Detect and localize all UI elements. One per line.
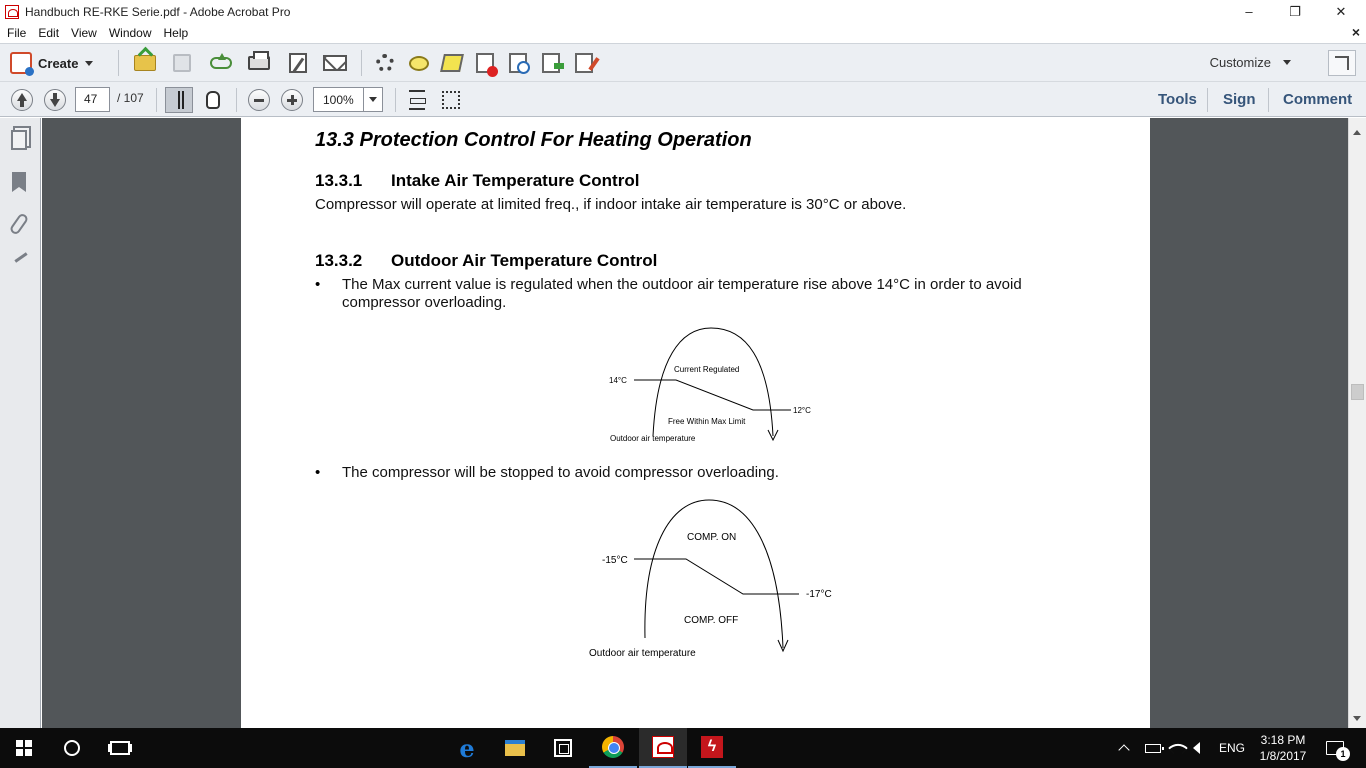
cortana-circle-icon — [64, 740, 80, 756]
hand-tool-button[interactable] — [200, 87, 226, 113]
navigation-panel — [0, 118, 41, 728]
chevron-up-icon — [1118, 744, 1129, 755]
sign-document-button[interactable] — [572, 52, 596, 74]
attachments-icon[interactable] — [9, 212, 30, 236]
text-cursor-icon — [178, 91, 180, 109]
diagram1-axis-label: Outdoor air temperature — [610, 434, 696, 443]
save-icon — [173, 54, 191, 72]
edge-browser-icon: e — [459, 733, 475, 763]
battery-status[interactable] — [1145, 728, 1161, 768]
page-total: / 107 — [117, 91, 144, 105]
subsection-title: Outdoor Air Temperature Control — [391, 251, 658, 270]
clock-date: 1/8/2017 — [1259, 749, 1307, 763]
menu-help[interactable]: Help — [163, 26, 189, 40]
menu-bar — [0, 23, 1366, 43]
bullet-symbol: • — [315, 276, 321, 293]
notification-icon — [1326, 741, 1346, 759]
diagram2-lower-label: -17°C — [806, 589, 832, 600]
chevron-down-icon — [369, 97, 377, 102]
toolbar-divider — [156, 88, 157, 112]
subsection-number: 13.3.1 — [315, 171, 363, 190]
hand-icon — [206, 91, 220, 109]
bullet-symbol: • — [315, 464, 321, 481]
acrobat-icon — [652, 736, 674, 758]
zoom-level-select[interactable] — [313, 87, 383, 112]
page-number-input[interactable]: 47 — [75, 87, 110, 112]
flash-bolt-icon: ϟ — [701, 736, 723, 758]
taskbar-chrome[interactable] — [589, 728, 637, 768]
print-button[interactable] — [247, 52, 271, 74]
search-document-icon — [509, 53, 527, 73]
create-button[interactable] — [10, 50, 93, 76]
close-document-button[interactable]: × — [1351, 24, 1360, 40]
file-explorer-icon — [505, 740, 525, 756]
diagram1-svg — [601, 318, 831, 448]
navigation-toolbar — [0, 81, 1366, 117]
maximize-button[interactable]: ❐ — [1289, 3, 1301, 19]
subsection-heading-intake — [315, 171, 639, 191]
taskbar-store[interactable] — [539, 728, 587, 768]
cortana-button[interactable] — [48, 728, 96, 768]
zoom-out-button[interactable] — [247, 88, 271, 112]
system-clock[interactable] — [1253, 728, 1313, 768]
subsection-title: Intake Air Temperature Control — [391, 171, 640, 190]
edit-button[interactable] — [286, 52, 310, 74]
fit-width-button[interactable] — [439, 88, 463, 112]
find-button[interactable] — [506, 52, 530, 74]
chrome-icon — [602, 736, 624, 758]
next-page-button[interactable] — [43, 88, 67, 112]
select-tool-button[interactable] — [165, 87, 193, 113]
diagram1-upper-label: 14°C — [609, 376, 627, 385]
volume-control[interactable] — [1193, 728, 1200, 768]
diagram2-upper-label: -15°C — [602, 555, 628, 566]
settings-button[interactable] — [373, 52, 397, 74]
bullet2-text: The compressor will be stopped to avoid compressor overloading. — [342, 464, 779, 481]
zoom-value: 100% — [323, 93, 354, 107]
toolbar-divider — [1207, 88, 1208, 112]
pdf-page — [241, 118, 1150, 728]
arrow-down-icon — [44, 89, 66, 111]
fit-width-icon — [442, 91, 460, 109]
diagram2-region-bottom: COMP. OFF — [684, 615, 739, 626]
export-button[interactable] — [539, 52, 563, 74]
network-status[interactable] — [1171, 728, 1185, 768]
menu-window[interactable]: Window — [108, 26, 152, 40]
edit-document-icon — [289, 53, 307, 73]
subsection-heading-outdoor — [315, 251, 657, 271]
diagram1-region-bottom: Free Within Max Limit — [668, 417, 746, 426]
fit-page-icon — [409, 90, 425, 110]
zoom-dropdown[interactable] — [363, 88, 382, 111]
clock-time: 3:18 PM — [1260, 733, 1306, 747]
acrobat-app-icon — [5, 5, 19, 19]
email-icon — [323, 55, 347, 71]
plus-icon — [281, 89, 303, 111]
expand-icon — [1335, 56, 1349, 70]
sign-document-icon — [575, 53, 593, 73]
close-button[interactable]: ✕ — [1335, 3, 1347, 19]
diagram2-axis-label: Outdoor air temperature — [589, 648, 696, 659]
create-pdf-icon — [10, 52, 32, 74]
highlight-button[interactable] — [440, 52, 464, 74]
taskbar-acrobat[interactable] — [639, 728, 687, 768]
start-button[interactable] — [0, 728, 48, 768]
windows-logo-icon — [16, 740, 32, 756]
scroll-thumb[interactable] — [1351, 384, 1364, 400]
show-hidden-icons[interactable] — [1120, 728, 1128, 768]
chevron-down-icon — [85, 61, 93, 66]
battery-icon — [1145, 744, 1161, 753]
notification-count: 1 — [1336, 747, 1350, 761]
menu-file[interactable]: File — [7, 26, 27, 40]
full-screen-button[interactable] — [1328, 50, 1356, 76]
toolbar-divider — [361, 50, 362, 76]
task-view-icon — [110, 741, 130, 755]
toolbar-divider — [395, 88, 396, 112]
taskbar-flash[interactable] — [688, 728, 736, 768]
comment-button[interactable] — [407, 52, 431, 74]
fit-page-button[interactable] — [405, 88, 429, 112]
toolbar-divider — [1268, 88, 1269, 112]
document-viewport[interactable] — [42, 118, 1348, 728]
create-label: Create — [38, 55, 79, 71]
open-folder-icon — [134, 55, 156, 71]
subsection-number: 13.3.2 — [315, 251, 363, 270]
highlight-text-icon — [440, 54, 464, 72]
taskbar-file-explorer[interactable] — [491, 728, 539, 768]
window-title: Handbuch RE-RKE Serie.pdf - Adobe Acrobat Pro — [25, 4, 291, 19]
menu-edit[interactable]: Edit — [38, 26, 60, 40]
customize-dropdown[interactable] — [1210, 55, 1291, 70]
windows-taskbar — [0, 728, 1366, 768]
print-icon — [248, 56, 270, 70]
tools-pane-link[interactable]: Tools — [1158, 91, 1197, 108]
upload-cloud-icon — [210, 57, 232, 69]
bullet1-line1: The Max current value is regulated when the outdoor air temperature rise above 14°C in order to avoid — [342, 276, 1022, 293]
delete-document-icon — [476, 53, 494, 73]
zoom-in-button[interactable] — [280, 88, 304, 112]
settings-gear-icon — [376, 54, 394, 72]
comment-bubble-icon — [409, 56, 429, 71]
minimize-button[interactable]: – — [1245, 4, 1253, 19]
compressor-stop-diagram — [581, 490, 841, 660]
scroll-down-icon[interactable] — [1353, 716, 1361, 721]
menu-view[interactable]: View — [71, 26, 97, 40]
arrow-up-icon — [11, 89, 33, 111]
diagram1-region-top: Current Regulated — [674, 365, 740, 374]
section-heading: 13.3 Protection Control For Heating Operation — [315, 129, 752, 151]
delete-pages-button[interactable] — [473, 52, 497, 74]
task-view-button[interactable] — [96, 728, 144, 768]
previous-page-button[interactable] — [10, 88, 34, 112]
vertical-scrollbar[interactable] — [1348, 118, 1366, 728]
scroll-up-icon[interactable] — [1353, 130, 1361, 135]
save-button[interactable] — [170, 52, 194, 74]
diagram2-svg — [581, 490, 841, 660]
page-thumbnails-icon[interactable] — [11, 130, 27, 150]
toolbar-divider — [118, 50, 119, 76]
email-button[interactable] — [323, 52, 347, 74]
main-toolbar — [0, 43, 1366, 81]
title-bar — [0, 0, 1366, 23]
customize-label: Customize — [1209, 55, 1271, 70]
current-regulation-diagram — [601, 318, 831, 448]
wifi-icon — [1168, 738, 1188, 758]
chevron-down-icon — [1283, 60, 1291, 65]
sign-pane-link[interactable]: Sign — [1223, 91, 1256, 108]
comment-pane-link[interactable]: Comment — [1283, 91, 1353, 108]
bullet1-line2: compressor overloading. — [342, 294, 507, 311]
diagram1-lower-label: 12°C — [793, 406, 811, 415]
upload-button[interactable] — [209, 52, 233, 74]
minus-icon — [248, 89, 270, 111]
toolbar-divider — [236, 88, 237, 112]
export-document-icon — [542, 53, 560, 73]
open-button[interactable] — [133, 52, 157, 74]
intake-paragraph: Compressor will operate at limited freq., if indoor intake air temperature is 30°C or above. — [315, 196, 907, 213]
store-bag-icon — [554, 739, 572, 757]
action-center-button[interactable] — [1326, 728, 1344, 768]
taskbar-edge[interactable] — [443, 728, 491, 768]
input-language[interactable]: ENG — [1219, 741, 1246, 755]
speaker-icon — [1193, 742, 1200, 754]
diagram2-region-top: COMP. ON — [687, 532, 737, 543]
bookmarks-icon[interactable] — [12, 172, 26, 192]
